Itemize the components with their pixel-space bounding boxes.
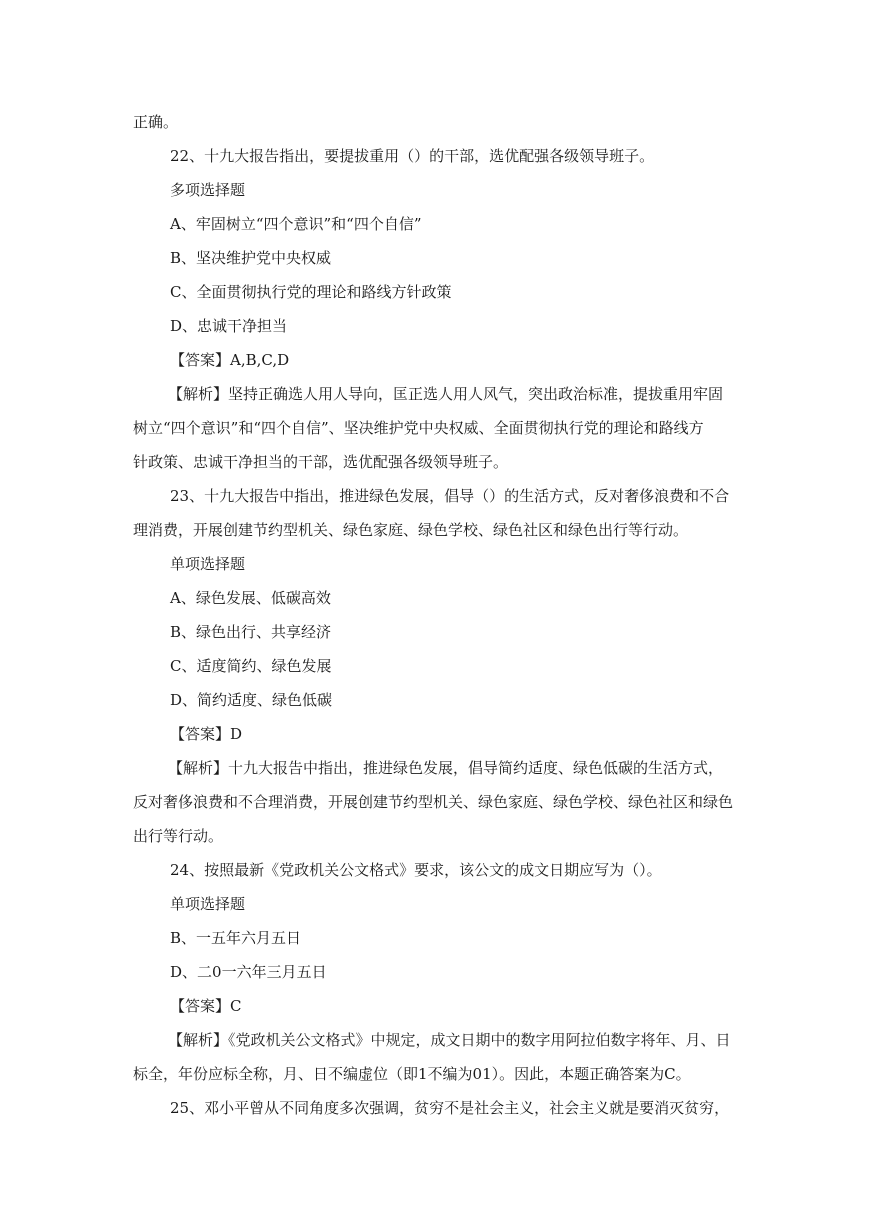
analysis: 【解析】坚持正确选人用人导向，匡正选人用人风气，突出政治标准，提拔重用牢固 bbox=[168, 385, 724, 403]
question-25: 25、邓小平曾从不同角度多次强调，贫穷不是社会主义，社会主义就是要消灭贫穷， bbox=[170, 1099, 730, 1117]
text-line: 正确。 bbox=[133, 113, 179, 131]
question-23: 23、十九大报告中指出，推进绿色发展，倡导（）的生活方式，反对奢侈浪费和不合 bbox=[170, 487, 730, 505]
analysis-continued: 出行等行动。 bbox=[133, 827, 224, 845]
answer: 【答案】A,B,C,D bbox=[170, 351, 290, 369]
question-type: 单项选择题 bbox=[170, 555, 246, 573]
analysis-continued: 针政策、忠诚干净担当的干部，选优配强各级领导班子。 bbox=[133, 453, 509, 471]
answer: 【答案】D bbox=[170, 725, 243, 743]
option-b: B、一五年六月五日 bbox=[170, 929, 302, 947]
option-a: A、绿色发展、低碳高效 bbox=[170, 589, 331, 607]
question-24: 24、按照最新《党政机关公文格式》要求，该公文的成文日期应写为（）。 bbox=[170, 861, 662, 879]
option-c: C、适度简约、绿色发展 bbox=[170, 657, 332, 675]
analysis-continued: 树立“四个意识”和“四个自信”、坚决维护党中央权威、全面贯彻执行党的理论和路线方 bbox=[133, 419, 704, 437]
analysis-continued: 标全，年份应标全称，月、日不编虚位（即1不编为01）。因此，本题正确答案为C。 bbox=[133, 1065, 691, 1083]
option-d: D、忠诚干净担当 bbox=[170, 317, 288, 335]
option-a: A、牢固树立“四个意识”和“四个自信” bbox=[170, 215, 422, 233]
option-b: B、坚决维护党中央权威 bbox=[170, 249, 332, 267]
analysis-continued: 反对奢侈浪费和不合理消费，开展创建节约型机关、绿色家庭、绿色学校、绿色社区和绿色 bbox=[133, 793, 734, 811]
question-22: 22、十九大报告指出，要提拔重用（）的干部，选优配强各级领导班子。 bbox=[170, 147, 655, 165]
question-type: 多项选择题 bbox=[170, 181, 246, 199]
question-type: 单项选择题 bbox=[170, 895, 246, 913]
option-d: D、二0一六年三月五日 bbox=[170, 963, 327, 981]
answer: 【答案】C bbox=[170, 997, 242, 1015]
option-c: C、全面贯彻执行党的理论和路线方针政策 bbox=[170, 283, 452, 301]
question-23-continued: 理消费，开展创建节约型机关、绿色家庭、绿色学校、绿色社区和绿色出行等行动。 bbox=[133, 521, 689, 539]
option-b: B、绿色出行、共享经济 bbox=[170, 623, 332, 641]
analysis: 【解析】十九大报告中指出，推进绿色发展，倡导简约适度、绿色低碳的生活方式， bbox=[168, 759, 724, 777]
analysis: 【解析】《党政机关公文格式》中规定，成文日期中的数字用阿拉伯数字将年、月、日 bbox=[168, 1031, 731, 1049]
option-d: D、简约适度、绿色低碳 bbox=[170, 691, 333, 709]
